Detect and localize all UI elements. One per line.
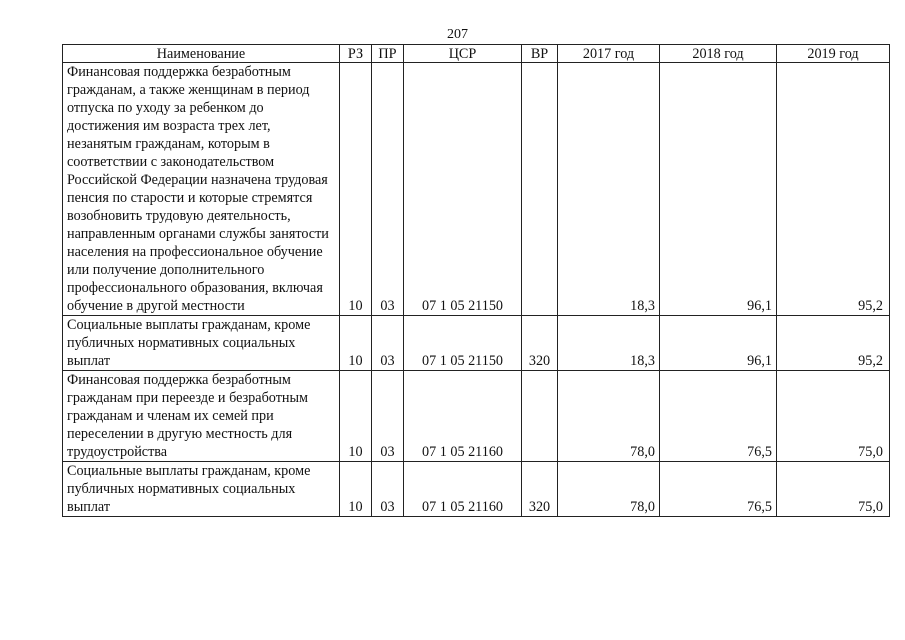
row-2019: 95,2 xyxy=(777,63,890,316)
header-2019: 2019 год xyxy=(777,45,890,63)
header-vr: ВР xyxy=(522,45,558,63)
row-name: Социальные выплаты гражданам, кроме публичных нормативных социальных выплат xyxy=(63,316,340,371)
row-2019: 95,2 xyxy=(777,316,890,371)
row-rz: 10 xyxy=(340,316,372,371)
row-2017: 18,3 xyxy=(558,63,660,316)
table-row xyxy=(63,316,890,371)
budget-table xyxy=(62,44,890,517)
page-number: 207 xyxy=(447,27,468,42)
row-name: Социальные выплаты гражданам, кроме публичных нормативных социальных выплат xyxy=(63,462,340,517)
row-pr: 03 xyxy=(372,371,404,462)
row-csr: 07 1 05 21160 xyxy=(404,462,522,517)
table-row xyxy=(63,371,890,462)
header-2018: 2018 год xyxy=(660,45,777,63)
row-2018: 96,1 xyxy=(660,316,777,371)
table-row xyxy=(63,462,890,517)
row-rz: 10 xyxy=(340,63,372,316)
row-csr: 07 1 05 21150 xyxy=(404,316,522,371)
header-2017: 2017 год xyxy=(558,45,660,63)
row-name: Финансовая поддержка безработным гражданам при переезде и безработным гражданам и членам их семей при переселении в другую местность для трудоустройства xyxy=(63,371,340,462)
header-rz: РЗ xyxy=(340,45,372,63)
row-pr: 03 xyxy=(372,63,404,316)
header-csr: ЦСР xyxy=(404,45,522,63)
row-name: Финансовая поддержка безработным гражданам, а также женщинам в период отпуска по уходу за ребенком до достижения им возраста трех лет, незанятым гражданам, которым в соответствии с законодательством Российской Федерации назначена трудовая пенсия по старости и которые стремятся возобновить трудовую деятельность, направленным органами службы занятости населения на профессиональное обучение или получение дополнительного профессионального образования, включая обучение в другой местности xyxy=(63,63,340,316)
row-pr: 03 xyxy=(372,316,404,371)
row-rz: 10 xyxy=(340,462,372,517)
row-csr: 07 1 05 21160 xyxy=(404,371,522,462)
header-name: Наименование xyxy=(63,45,340,63)
table-row xyxy=(63,63,890,316)
header-pr: ПР xyxy=(372,45,404,63)
row-2018: 76,5 xyxy=(660,462,777,517)
row-vr: 320 xyxy=(522,316,558,371)
row-2017: 18,3 xyxy=(558,316,660,371)
row-2019: 75,0 xyxy=(777,371,890,462)
row-2017: 78,0 xyxy=(558,371,660,462)
row-2019: 75,0 xyxy=(777,462,890,517)
row-vr xyxy=(522,63,558,316)
table-header-row xyxy=(63,45,890,63)
row-vr: 320 xyxy=(522,462,558,517)
row-2017: 78,0 xyxy=(558,462,660,517)
row-rz: 10 xyxy=(340,371,372,462)
row-csr: 07 1 05 21150 xyxy=(404,63,522,316)
row-2018: 76,5 xyxy=(660,371,777,462)
row-2018: 96,1 xyxy=(660,63,777,316)
row-pr: 03 xyxy=(372,462,404,517)
row-vr xyxy=(522,371,558,462)
